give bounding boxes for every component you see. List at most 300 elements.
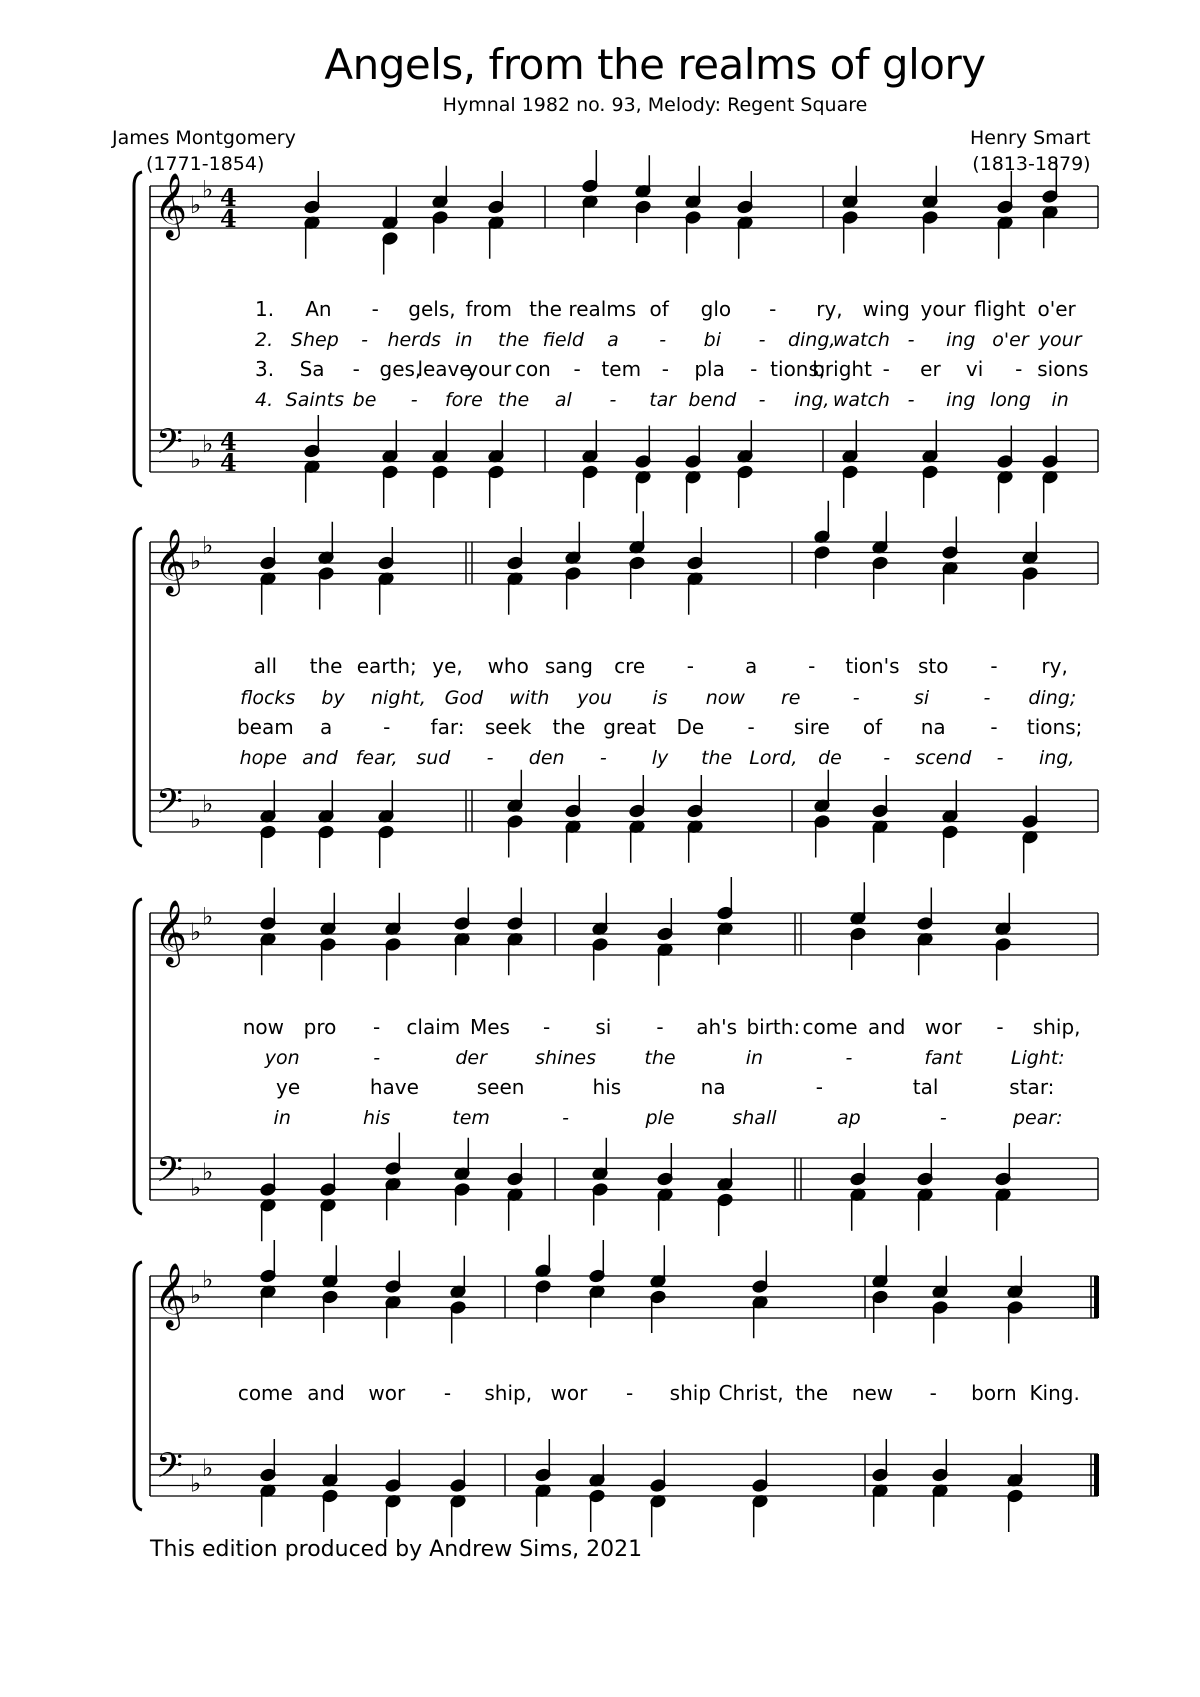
note: [304, 216, 321, 259]
note: [997, 171, 1014, 214]
lyric-syllable: who: [487, 654, 529, 678]
note: [872, 556, 889, 599]
note: [260, 1154, 277, 1197]
lyric-syllable: be: [352, 389, 377, 411]
note: [922, 166, 939, 209]
lyric-syllable: come: [802, 1015, 858, 1039]
note: [850, 882, 867, 925]
syllable-hyphen: -: [750, 357, 758, 381]
lyric-syllable: ly: [651, 747, 669, 769]
flat-sign: ♭: [190, 445, 202, 474]
verse-number: 3.: [255, 357, 275, 381]
note: [650, 1494, 667, 1537]
syllable-hyphen: -: [983, 687, 991, 709]
treble-clef: 𝄞: [154, 173, 188, 238]
note: [318, 522, 335, 565]
flat-sign: ♭: [202, 1157, 214, 1186]
lyric-syllable: your: [1038, 329, 1082, 351]
lyric-syllable: fear,: [355, 747, 398, 769]
lyric-syllable: long: [989, 389, 1031, 411]
lyric-syllable: ap: [837, 1107, 861, 1129]
lyric-syllable: earth;: [356, 654, 417, 678]
lyric-syllable: a: [744, 654, 758, 678]
bass-time-signature-top: 4: [220, 427, 237, 456]
syllable-hyphen: -: [686, 654, 694, 678]
note: [432, 166, 449, 209]
note: [592, 937, 609, 980]
lyric-line-2: [240, 687, 1076, 709]
syllable-hyphen: -: [907, 329, 915, 351]
note: [1007, 1256, 1024, 1299]
syllable-hyphen: -: [1015, 357, 1023, 381]
lyric-line-4: [255, 389, 1069, 411]
lyric-syllable: Light:: [1010, 1047, 1065, 1069]
treble-staff: [150, 1235, 1099, 1344]
lyric-syllable: of: [862, 715, 883, 739]
note: [385, 1450, 402, 1493]
note: [450, 1256, 467, 1299]
note: [260, 1484, 277, 1527]
note: [260, 888, 277, 931]
note: [454, 932, 471, 975]
note: [872, 1484, 889, 1527]
note: [635, 426, 652, 469]
note: [657, 1143, 674, 1186]
syllable-hyphen: -: [410, 389, 418, 411]
note: [752, 1295, 769, 1338]
note: [650, 1245, 667, 1288]
note: [322, 1489, 339, 1532]
treble-staff: [150, 150, 1098, 275]
note: [635, 155, 652, 198]
lyric-syllable: Lord,: [749, 747, 798, 769]
note: [917, 1143, 934, 1186]
lyric-syllable: in: [455, 329, 473, 351]
note: [685, 166, 702, 209]
verse-number: 4.: [255, 389, 274, 411]
treble-clef: 𝄞: [154, 529, 188, 594]
lyric-syllable: beam: [236, 715, 294, 739]
treble-time-signature-bottom: 4: [220, 204, 237, 233]
syllable-hyphen: -: [443, 1381, 452, 1405]
lyric-syllable: his: [592, 1075, 622, 1099]
syllable-hyphen: -: [656, 1015, 664, 1039]
bass-time-signature-bottom: 4: [220, 448, 237, 477]
note: [942, 780, 959, 823]
bass-staff: [150, 415, 1098, 513]
note: [685, 470, 702, 513]
lyric-line-3: [276, 1075, 1054, 1099]
note: [450, 1450, 467, 1493]
note: [507, 932, 524, 975]
note: [382, 187, 399, 230]
note: [842, 166, 859, 209]
lyric-syllable: tem: [601, 357, 642, 381]
note: [1042, 426, 1059, 469]
lyric-syllable: his: [363, 1107, 391, 1129]
note: [635, 470, 652, 513]
lyric-syllable: si: [595, 1015, 612, 1039]
note: [687, 775, 704, 818]
flat-sign: ♭: [202, 789, 214, 818]
bass-clef: 𝄢: [156, 1149, 184, 1198]
note: [450, 1300, 467, 1343]
treble-clef: 𝄞: [154, 900, 188, 965]
note: [629, 820, 646, 863]
note: [488, 171, 505, 214]
syllable-hyphen: -: [852, 687, 860, 709]
syllable-hyphen: -: [939, 1107, 947, 1129]
note: [507, 888, 524, 931]
note: [932, 1300, 949, 1343]
lyric-syllable: sire: [793, 715, 830, 739]
note: [1007, 1300, 1024, 1343]
lyric-syllable: ship,: [484, 1381, 533, 1405]
lyric-syllable: ye,: [432, 654, 463, 678]
lyric-syllable: bi: [703, 329, 722, 351]
note: [589, 1285, 606, 1328]
lyric-syllable: pla: [694, 357, 725, 381]
note: [1042, 470, 1059, 513]
lyric-syllable: o'er: [1037, 297, 1076, 321]
lyric-syllable: flight: [974, 297, 1026, 321]
note: [582, 150, 599, 193]
note: [318, 825, 335, 868]
lyric-syllable: your: [466, 357, 512, 381]
system-2: [134, 528, 1082, 846]
note: [717, 1148, 734, 1191]
note: [565, 820, 582, 863]
note: [685, 426, 702, 469]
syllable-hyphen: -: [371, 297, 379, 321]
lyric-syllable: seek: [484, 715, 532, 739]
note: [687, 527, 704, 570]
lyric-syllable: star:: [1009, 1075, 1055, 1099]
lyric-syllable: yon: [264, 1047, 300, 1069]
lyric-syllable: tem: [452, 1107, 490, 1129]
lyric-syllable: vi: [965, 357, 984, 381]
note: [507, 1143, 524, 1186]
lyric-syllable: con: [514, 357, 551, 381]
flat-sign: ♭: [190, 1281, 202, 1309]
lyric-line-1: [238, 1381, 1080, 1405]
treble-staff: [150, 501, 1098, 615]
lyric-syllable: ship,: [1032, 1015, 1081, 1039]
lyric-syllable: the: [309, 654, 343, 678]
lyric-syllable: now: [705, 687, 745, 709]
note: [260, 1285, 277, 1328]
lyric-line-3: [237, 715, 1082, 739]
composer-name: Henry Smart: [970, 127, 1091, 149]
lyric-syllable: field: [542, 329, 584, 351]
note: [322, 1245, 339, 1288]
note: [942, 825, 959, 868]
note: [320, 937, 337, 980]
note: [932, 1256, 949, 1299]
note: [589, 1444, 606, 1487]
note: [454, 888, 471, 931]
bass-clef: 𝄢: [156, 421, 184, 470]
syllable-hyphen: -: [626, 1381, 634, 1405]
note: [1022, 522, 1039, 565]
note: [872, 775, 889, 818]
note: [752, 1251, 769, 1294]
note: [322, 1290, 339, 1333]
note: [717, 877, 734, 920]
bass-clef: 𝄢: [156, 781, 184, 830]
note: [1007, 1444, 1024, 1487]
syllable-hyphen: -: [352, 357, 360, 381]
lyric-syllable: the: [498, 329, 530, 351]
syllable-hyphen: -: [769, 297, 777, 321]
lyric-syllable: der: [455, 1047, 487, 1069]
note: [1022, 786, 1039, 829]
lyric-line-1: [255, 297, 1077, 321]
lyric-syllable: fant: [924, 1047, 963, 1069]
lyric-syllable: na: [700, 1075, 726, 1099]
flat-sign: ♭: [202, 175, 214, 204]
lyric-syllable: ship: [669, 1381, 712, 1405]
syllable-hyphen: -: [990, 715, 998, 739]
lyric-syllable: ding;: [1028, 687, 1077, 709]
lyric-syllable: Saints: [285, 389, 345, 411]
note: [320, 893, 337, 936]
note: [385, 1494, 402, 1537]
note: [752, 1494, 769, 1537]
lyric-syllable: from: [465, 297, 513, 321]
lyric-syllable: er: [920, 357, 941, 381]
syllable-hyphen: -: [990, 654, 998, 678]
lyric-syllable: birth:: [746, 1015, 801, 1039]
lyric-syllable: sud: [416, 747, 451, 769]
note: [507, 770, 524, 813]
lyric-syllable: fore: [444, 389, 483, 411]
lyric-syllable: si: [913, 687, 930, 709]
syllable-hyphen: -: [609, 389, 617, 411]
note: [589, 1240, 606, 1283]
lyric-syllable: the: [795, 1381, 829, 1405]
lyric-syllable: ry,: [1041, 654, 1068, 678]
syllable-hyphen: -: [815, 1075, 823, 1099]
note: [507, 527, 524, 570]
note: [737, 465, 754, 508]
lyric-line-2: [264, 1047, 1065, 1069]
note: [737, 216, 754, 259]
flat-sign: ♭: [202, 429, 214, 458]
note: [872, 1290, 889, 1333]
lyric-syllable: is: [652, 687, 668, 709]
note: [454, 1138, 471, 1181]
note: [995, 1143, 1012, 1186]
note: [850, 1143, 867, 1186]
note: [488, 465, 505, 508]
syllable-hyphen: -: [758, 329, 766, 351]
lyric-syllable: of: [649, 297, 669, 321]
lyric-syllable: cre: [614, 654, 646, 678]
note: [320, 1198, 337, 1241]
flat-sign: ♭: [190, 191, 202, 219]
lyric-syllable: now: [242, 1015, 284, 1039]
lyric-syllable: Christ,: [718, 1381, 784, 1405]
lyric-syllable: re: [781, 687, 801, 709]
note: [1042, 205, 1059, 248]
lyric-syllable: all: [253, 654, 278, 678]
note: [917, 1188, 934, 1231]
flat-sign: ♭: [190, 805, 202, 834]
lyric-syllable: in: [273, 1107, 291, 1129]
lyric-syllable: pro: [303, 1015, 337, 1039]
note: [450, 1494, 467, 1537]
note: [589, 1489, 606, 1532]
note: [592, 893, 609, 936]
note: [320, 1154, 337, 1197]
note: [872, 820, 889, 863]
note: [850, 1188, 867, 1231]
note: [382, 231, 399, 274]
note: [995, 893, 1012, 936]
flat-sign: ♭: [202, 1265, 214, 1294]
note: [260, 1240, 277, 1283]
note: [260, 1198, 277, 1241]
syllable-hyphen: -: [486, 747, 494, 769]
note: [382, 420, 399, 463]
note: [378, 780, 395, 823]
lyric-syllable: a: [319, 715, 333, 739]
note: [382, 465, 399, 508]
lyric-syllable: great: [603, 715, 657, 739]
note: [582, 465, 599, 508]
lyric-line-4: [240, 747, 1075, 769]
lyric-line-4: [274, 1107, 1063, 1129]
note: [507, 572, 524, 615]
note: [432, 465, 449, 508]
note: [814, 501, 831, 544]
flat-sign: ♭: [202, 531, 214, 560]
lyric-syllable: tar: [649, 389, 677, 411]
note: [385, 1177, 402, 1220]
lyric-syllable: ding,: [787, 329, 836, 351]
note: [535, 1484, 552, 1527]
system-3: [134, 899, 1081, 1214]
note: [995, 937, 1012, 980]
flat-sign: ♭: [190, 547, 202, 575]
note: [942, 517, 959, 560]
hymn-title: Angels, from the realms of glory: [324, 40, 986, 89]
syllable-hyphen: -: [907, 389, 915, 411]
note: [385, 937, 402, 980]
lyric-syllable: ing: [946, 389, 976, 411]
lyric-syllable: wor: [368, 1381, 406, 1405]
flat-sign: ♭: [190, 1173, 202, 1202]
note: [378, 572, 395, 615]
note: [592, 1182, 609, 1225]
lyric-syllable: sions: [1037, 357, 1089, 381]
note: [997, 470, 1014, 513]
bass-clef: 𝄢: [156, 1445, 184, 1494]
lyric-syllable: the: [498, 389, 530, 411]
treble-time-signature-top: 4: [220, 183, 237, 212]
lyric-syllable: flocks: [240, 687, 296, 709]
syllable-hyphen: -: [845, 1047, 853, 1069]
note: [814, 814, 831, 857]
lyric-syllable: bright: [812, 357, 872, 381]
lyric-syllable: and: [307, 1381, 345, 1405]
note: [685, 210, 702, 253]
note: [1042, 161, 1059, 204]
note: [304, 171, 321, 214]
note: [872, 1245, 889, 1288]
lyric-syllable: wor: [924, 1015, 962, 1039]
lyric-syllable: a: [607, 329, 619, 351]
lyric-syllable: tion's: [845, 654, 900, 678]
lyric-syllable: ry,: [816, 297, 843, 321]
note: [260, 780, 277, 823]
note: [488, 420, 505, 463]
lyric-syllable: herds: [387, 329, 441, 351]
system-bracket: [134, 528, 142, 846]
lyric-syllable: in: [1051, 389, 1069, 411]
flat-sign: ♭: [202, 1453, 214, 1482]
lyric-syllable: King.: [1029, 1381, 1080, 1405]
note: [322, 1444, 339, 1487]
syllable-hyphen: -: [996, 747, 1004, 769]
note: [922, 210, 939, 253]
note: [260, 1439, 277, 1482]
note: [814, 770, 831, 813]
treble-clef: 𝄞: [154, 1263, 188, 1328]
syllable-hyphen: -: [573, 357, 581, 381]
lyric-syllable: den: [528, 747, 565, 769]
lyric-syllable: and: [302, 747, 338, 769]
lyric-syllable: come: [237, 1381, 293, 1405]
flat-sign: ♭: [190, 918, 202, 946]
text-author-name: James Montgomery: [112, 127, 296, 149]
lyric-syllable: the: [529, 297, 562, 321]
lyric-syllable: in: [745, 1047, 764, 1069]
note: [629, 775, 646, 818]
syllable-hyphen: -: [599, 747, 607, 769]
lyric-syllable: and: [867, 1015, 906, 1039]
note: [488, 216, 505, 259]
note: [385, 1133, 402, 1176]
note: [304, 460, 321, 503]
lyric-syllable: ing,: [794, 389, 830, 411]
verse-number: 1.: [255, 297, 275, 321]
syllable-hyphen: -: [661, 357, 670, 381]
note: [997, 216, 1014, 259]
lyric-syllable: ing: [946, 329, 976, 351]
note: [995, 1188, 1012, 1231]
note: [932, 1484, 949, 1527]
lyric-syllable: sang: [544, 654, 593, 678]
lyric-syllable: wing: [862, 297, 910, 321]
lyric-syllable: wor: [550, 1381, 588, 1405]
lyric-syllable: glo: [700, 297, 732, 321]
lyric-syllable: na: [920, 715, 946, 739]
lyric-syllable: ah's: [696, 1015, 738, 1039]
note: [752, 1450, 769, 1493]
text-author-dates: (1771-1854): [146, 153, 265, 175]
note: [922, 420, 939, 463]
note: [535, 1439, 552, 1482]
lyric-syllable: de: [818, 747, 842, 769]
bass-staff: [150, 770, 1098, 874]
note: [842, 210, 859, 253]
syllable-hyphen: -: [883, 747, 891, 769]
lyric-syllable: your: [920, 297, 966, 321]
note: [535, 1279, 552, 1322]
note: [942, 561, 959, 604]
